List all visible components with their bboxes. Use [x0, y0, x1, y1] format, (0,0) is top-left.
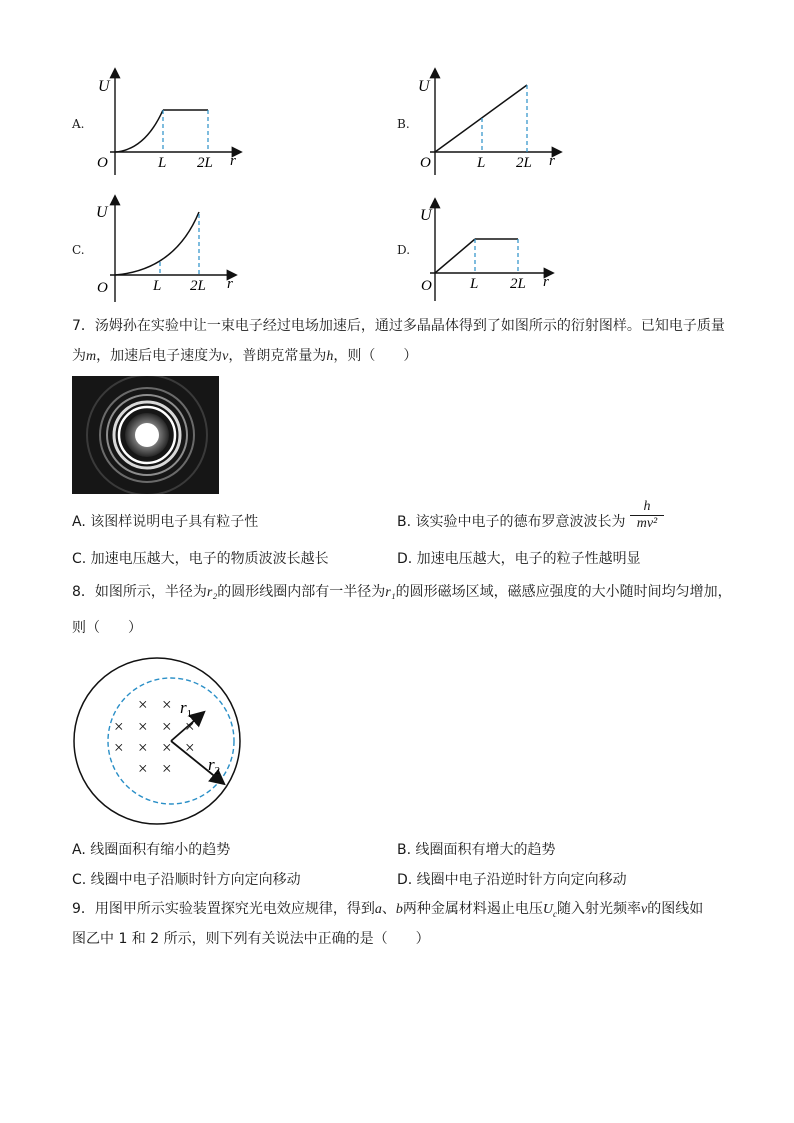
q8-choice-b[interactable]: B. 线圈面积有增大的趋势 — [397, 842, 556, 858]
q7-line1: 7．汤姆孙在实验中让一束电子经过电场加速后，通过多晶晶体得到了如图所示的衍射图样。已知电子质量 — [72, 318, 725, 334]
svg-text:×: × — [162, 717, 172, 736]
curve — [115, 110, 163, 152]
symbol-a: a — [374, 902, 382, 917]
symbol-r1: r₁ — [385, 585, 396, 600]
axis-r: r — [227, 276, 233, 292]
graph-a — [90, 65, 250, 180]
svg-text:×: × — [162, 695, 172, 714]
svg-text:×: × — [185, 738, 195, 757]
outer-coil — [74, 658, 240, 824]
q8-choice-c[interactable]: C. 线圈中电子沿顺时针方向定向移动 — [72, 872, 301, 888]
axis-r: r — [230, 153, 236, 169]
q8-choice-a[interactable]: A. 线圈面积有缩小的趋势 — [72, 842, 231, 858]
rising-line — [435, 239, 475, 273]
q7-choice-c[interactable]: C. 加速电压越大，电子的物质波波长越长 — [72, 551, 329, 567]
tick-l: L — [477, 155, 486, 171]
q9-line1: 9．用图甲所示实验装置探究光电效应规律，得到a、b两种金属材料遏止电压$U_c$随入射光频率ν的图线如 — [72, 901, 704, 919]
origin-o: O — [420, 155, 431, 171]
svg-text:×: × — [138, 738, 148, 757]
symbol-nu: ν — [641, 902, 648, 917]
svg-text:×: × — [138, 695, 148, 714]
symbol-r2: r₂ — [206, 585, 218, 600]
option-c-label: C. — [72, 243, 85, 257]
q8-line2: 则（ ） — [72, 620, 142, 636]
q7-choice-a[interactable]: A. 该图样说明电子具有粒子性 — [72, 514, 259, 530]
q8-line1: 8．如图所示，半径为r₂的圆形线圈内部有一半径为r₁的圆形磁场区域，磁感应强度的大小随时间均匀增加， — [72, 584, 732, 600]
symbol-v: v — [222, 349, 229, 364]
tick-2l: 2L — [197, 155, 213, 171]
q9-line2: 图乙中 1 和 2 所示，则下列有关说法中正确的是（ ） — [72, 931, 430, 947]
svg-text:×: × — [114, 738, 124, 757]
option-d-label: D. — [397, 243, 411, 257]
q8-choice-d[interactable]: D. 线圈中电子沿逆时针方向定向移动 — [397, 872, 627, 888]
label-r1: $r_1$ — [180, 698, 193, 720]
fraction-denominator: mv² — [630, 515, 664, 532]
tick-2l: 2L — [510, 276, 526, 292]
curve — [115, 212, 199, 275]
tick-2l: 2L — [516, 155, 532, 171]
axis-u: U — [96, 204, 108, 221]
option-b-label: B. — [397, 117, 410, 131]
label-r2: $r_2$ — [208, 755, 221, 777]
svg-text:×: × — [138, 717, 148, 736]
svg-text:×: × — [185, 717, 195, 736]
svg-text:×: × — [138, 759, 148, 778]
origin-o: O — [97, 155, 108, 171]
tick-2l: 2L — [190, 278, 206, 294]
symbol-b: b — [395, 902, 403, 917]
fraction-numerator: h — [643, 499, 651, 514]
origin-o: O — [97, 280, 108, 296]
symbol-m: m — [86, 349, 97, 364]
axis-u: U — [98, 78, 110, 95]
svg-text:×: × — [114, 717, 124, 736]
diffraction-pattern-image — [72, 376, 219, 494]
axis-u: U — [420, 207, 432, 224]
graph-d — [410, 195, 570, 307]
q7-choice-d[interactable]: D. 加速电压越大，电子的粒子性越明显 — [397, 551, 641, 567]
graph-b — [410, 65, 570, 180]
q7-choice-b[interactable]: B. 该实验中电子的德布罗意波波长为 — [397, 514, 626, 530]
coil-diagram — [72, 655, 247, 827]
symbol-h: h — [326, 349, 334, 364]
graph-c — [90, 192, 250, 307]
axis-r: r — [549, 153, 555, 169]
origin-o: O — [421, 278, 432, 294]
tick-l: L — [158, 155, 167, 171]
q7-line2: 为m，加速后电子速度为v，普朗克常量为h，则（ ） — [72, 348, 418, 364]
tick-l: L — [153, 278, 162, 294]
q7-fraction — [630, 499, 664, 532]
svg-text:×: × — [162, 738, 172, 757]
symbol-uc: $U_c$ — [542, 902, 558, 919]
svg-text:×: × — [162, 759, 172, 778]
axis-u: U — [418, 78, 430, 95]
tick-l: L — [470, 276, 479, 292]
axis-r: r — [543, 274, 549, 290]
option-a-label: A. — [72, 117, 85, 131]
line — [435, 85, 527, 152]
